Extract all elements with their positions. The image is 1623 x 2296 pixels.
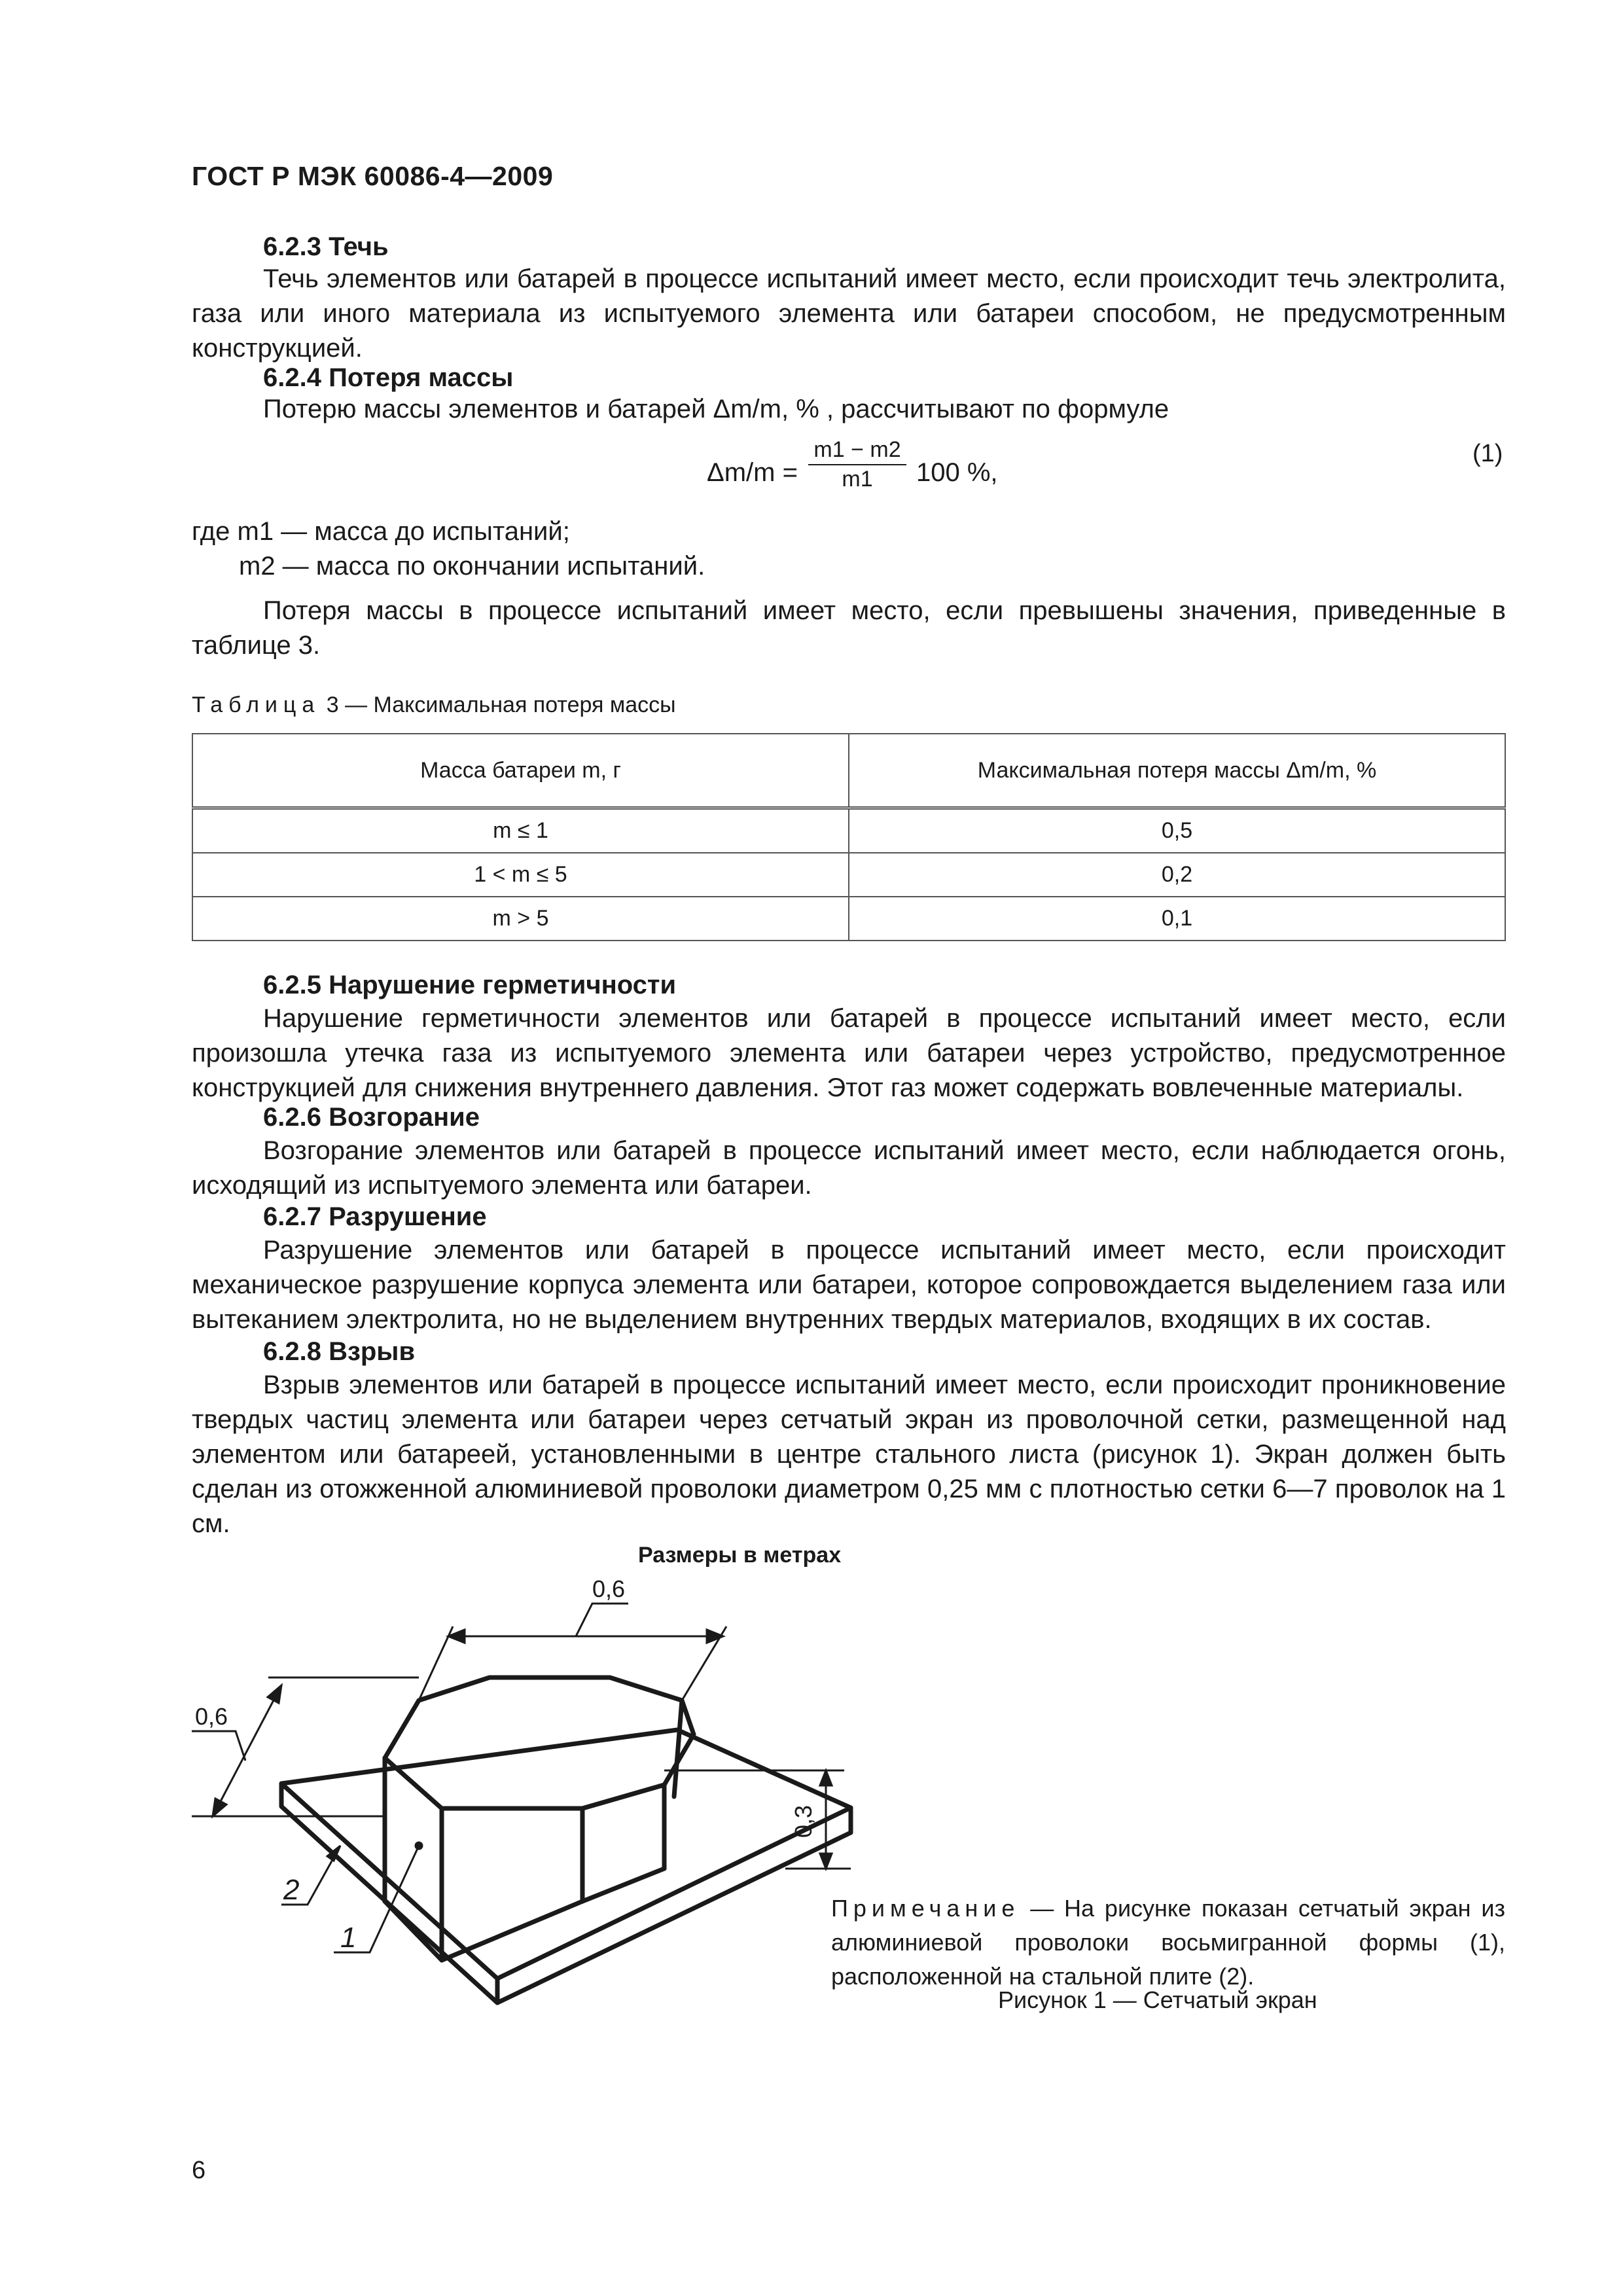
figure-note [831,1892,1505,1994]
formula-denominator: m1 [842,467,873,492]
mass-loss-intro: Потерю массы элементов и батарей Δm/m, % , рассчитывают по формуле [263,395,1169,423]
section-6-2-8-text: Взрыв элементов или батарей в процессе испытаний имеет место, если происходит проникновение твердых частиц элемента или батареи через сетчатый экран из проволочной сетки, размещенной над элементом или батареей, установленными в центре стального листа (рисунок 1). Экран должен быть сделан из отожженной алюминиевой проволоки диаметром 0,25 мм с плотностью сетки 6—7 проволок на 1 см. [192,1371,1506,1538]
table-caption-text: 3 — Максимальная потеря массы [320,692,676,717]
mass-loss-condition: Потеря массы в процессе испытаний имеет место, если превышены значения, приведенные в таблице 3. [192,596,1506,660]
section-6-2-7-title: 6.2.7 Разрушение [263,1202,487,1231]
table-cell: m ≤ 1 [192,808,849,853]
table-header-cell: Максимальная потеря массы Δm/m, % [849,734,1505,808]
table-header-cell: Масса батареи m, г [192,734,849,808]
section-6-2-5-text: Нарушение герметичности элементов или батарей в процессе испытаний имеет место, если произошла утечка газа из испытуемого элемента или батареи через устройство, предусмотренное конструкцией для снижения внутреннего давления. Этот газ может содержать вовлеченные материалы. [192,1004,1506,1102]
where-m1: где m1 — масса до испытаний; [192,517,570,546]
callout-1-dot [416,1842,422,1849]
note-text: — На рисунке показан сетчатый экран из алюминиевой проволоки восьмигранной формы (1), расположенной на стальной плите (2). [831,1895,1505,1990]
dim-left-label: 0,6 [195,1703,228,1730]
section-6-2-3-title: 6.2.3 Течь [263,232,389,261]
table-caption-label: Таблица [192,692,321,717]
callout-label-1: 1 [340,1922,357,1954]
section-6-2-6-text: Возгорание элементов или батарей в процессе испытаний имеет место, если наблюдается огонь, исходящий из испытуемого элемента или батареи. [192,1136,1506,1200]
dim-top-label: 0,6 [592,1575,626,1602]
section-6-2-4-title: 6.2.4 Потеря массы [263,363,514,392]
section-6-2-5-title: 6.2.5 Нарушение герметичности [263,971,677,999]
table-cell: m > 5 [192,897,849,941]
table-cell: 1 < m ≤ 5 [192,853,849,897]
dim-left-arrow-top [268,1685,281,1703]
note-label: Примечание [831,1895,1020,1922]
callout-label-2: 2 [283,1874,300,1906]
dim-height-arrow-bottom [820,1854,832,1869]
formula-number: (1) [1472,440,1503,467]
table-cell: 0,2 [849,853,1505,897]
figure-caption: Рисунок 1 — Сетчатый экран [998,1986,1317,2013]
dim-left-leader [192,1731,245,1761]
section-6-2-7-text: Разрушение элементов или батарей в процессе испытаний имеет место, если происходит механическое разрушение корпуса элемента или батареи, которое сопровождается выделением газа или вытеканием электролита, но не выделением внутренних твердых материалов, входящих в их состав. [192,1236,1506,1334]
page-number: 6 [192,2157,206,2184]
formula-numerator: m1 − m2 [813,437,901,462]
section-6-2-6-title: 6.2.6 Возгорание [263,1103,480,1132]
table-cell: 0,5 [849,808,1505,853]
dim-left-arrow-bottom [213,1799,226,1816]
formula-lhs: Δm/m = [707,458,798,487]
where-m2: m2 — масса по окончании испытаний. [239,552,705,581]
dim-top-leader [576,1604,628,1636]
figure-units: Размеры в метрах [638,1543,842,1568]
formula-rhs: 100 %, [916,458,998,487]
dim-height-label: 0,3 [790,1804,817,1838]
document-header: ГОСТ Р МЭК 60086-4—2009 [192,161,554,191]
table-cell: 0,1 [849,897,1505,941]
steel-plate-top [281,1730,851,1979]
dim-height-arrow-top [820,1770,832,1785]
section-6-2-8-title: 6.2.8 Взрыв [263,1337,416,1366]
section-6-2-3-text: Течь элементов или батарей в процессе испытаний имеет место, если происходит течь электролита, газа или иного материала из испытуемого элемента или батареи способом, не предусмотренным конструкцией. [192,264,1506,363]
dim-top-arrow-right [707,1630,723,1643]
